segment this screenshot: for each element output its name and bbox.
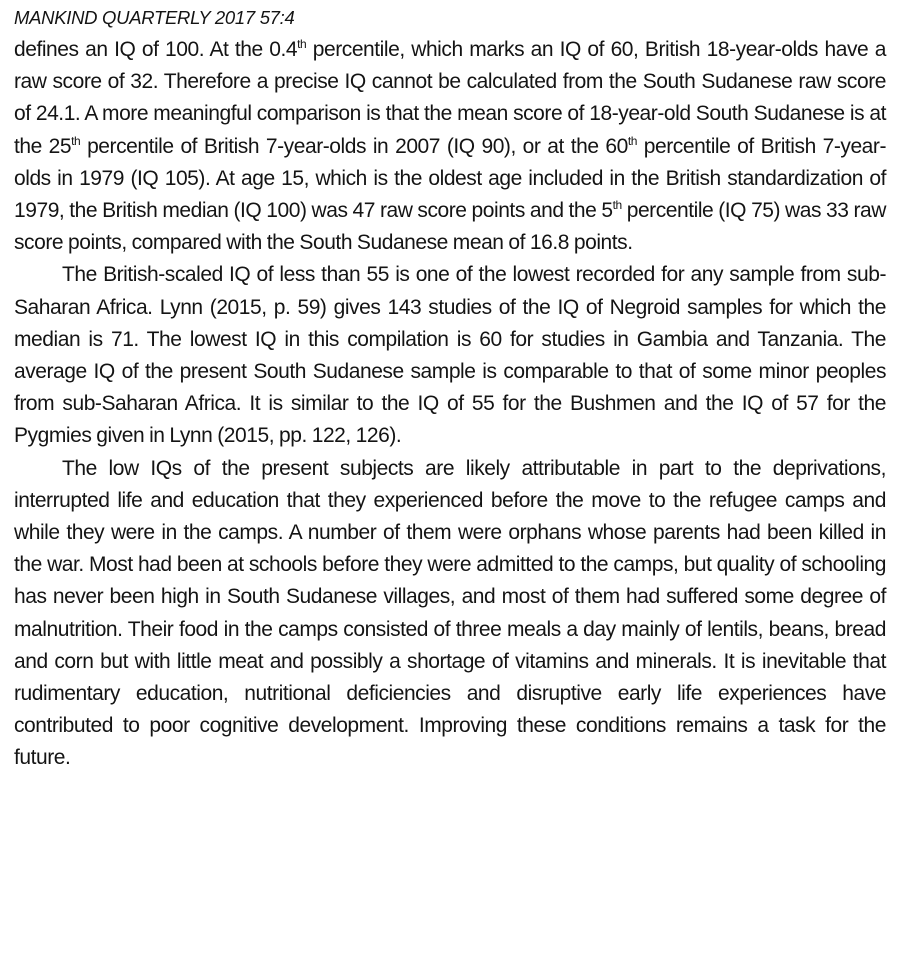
paragraph-1-text: percentile of British 7-year-olds in 2007 (IQ 90), or at the 60 bbox=[80, 134, 628, 158]
paragraph-1-text: percentile, which marks an IQ of 60, British 18-year-olds have a raw score of 32. Therefore a precise IQ cannot be calculated from the South Sudanese raw score of 24.1. A more meaningful comparison is that the mean score of 18-year-old South Sudanese is at the 25 bbox=[14, 38, 886, 158]
ordinal-superscript: th bbox=[612, 198, 622, 213]
document-page bbox=[14, 6, 886, 775]
body-text bbox=[14, 34, 886, 775]
ordinal-superscript: th bbox=[297, 37, 307, 51]
ordinal-superscript: th bbox=[627, 133, 637, 148]
paragraph-3 bbox=[14, 453, 886, 775]
paragraph-2-text: The British-scaled IQ of less than 55 is one of the lowest recorded for any sample from sub-Saharan Africa. Lynn (2015, p. 59) gives 143 studies of the IQ of Negroid samples for which the median is 71. The lowest IQ in this compilation is 60 for studies in Gambia and Tanzania. The average IQ of the present South Sudanese sample is comparable to that of some minor peoples from sub-Saharan Africa. It is similar to the IQ of 55 for the Bushmen and the IQ of 57 for the Pygmies given in Lynn (2015, pp. 122, 126). bbox=[14, 263, 886, 448]
ordinal-superscript: th bbox=[71, 133, 81, 148]
paragraph-1 bbox=[14, 34, 886, 259]
paragraph-1-text: percentile of British 7-year-olds in 1979 (IQ 105). At age 15, which is the oldest age included in the British standardization of 1979, the British median (IQ 100) was 47 raw score points and the 5 bbox=[14, 134, 886, 223]
paragraph-1-text: defines an IQ of 100. At the 0.4 bbox=[14, 38, 298, 61]
running-header: MANKIND QUARTERLY 2017 57:4 bbox=[14, 7, 295, 28]
paragraph-2 bbox=[14, 259, 886, 452]
paragraph-3-text: The low IQs of the present subjects are likely attributable in part to the deprivations, interrupted life and education that they experienced before the move to the refugee camps and while they were in the camps. A number of them were orphans whose parents had been killed in the war. Most had been at schools before they were admitted to the camps, but quality of schooling has never been high in South Sudanese villages, and most of them had suffered some degree of malnutrition. Their food in the camps consisted of three meals a day mainly of lentils, beans, bread and corn but with little meat and possibly a shortage of vitamins and minerals. It is inevitable that rudimentary education, nutritional deficiencies and disruptive early life experiences have contributed to poor cognitive development. Improving these conditions remains a task for the future. bbox=[14, 456, 886, 770]
paragraph-1-text: percentile (IQ 75) was 33 raw score points, compared with the South Sudanese mean of 16.8 points. bbox=[14, 199, 886, 255]
